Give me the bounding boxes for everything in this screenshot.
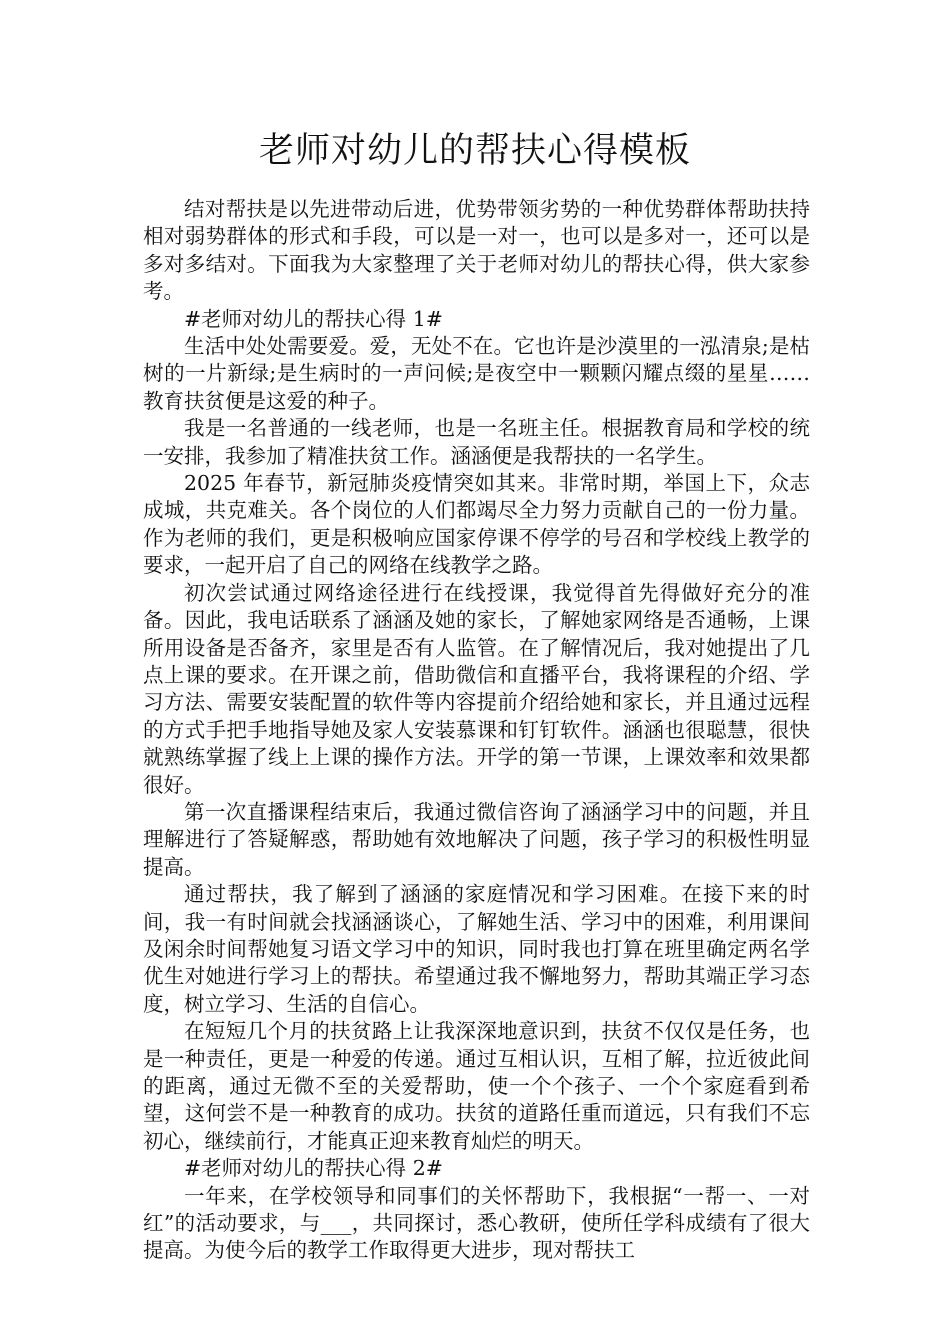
body-paragraph: 一年来，在学校领导和同事们的关怀帮助下，我根据“一帮一、一对红”的活动要求，与___，共同探讨，悉心教研，使所任学科成绩有了很大提高。为使今后的教学工作取得更大进步，现对帮扶工: [143, 1183, 810, 1263]
intro-paragraph: 结对帮扶是以先进带动后进，优势带领劣势的一种优势群体帮助扶持相对弱势群体的形式和手段，可以是一对一，也可以是多对一，还可以是多对多结对。下面我为大家整理了关于老师对幼儿的帮扶心得，供大家参考。: [143, 197, 810, 304]
section-heading-2: #老师对幼儿的帮扶心得 2#: [184, 1156, 443, 1181]
body-paragraph: 生活中处处需要爱。爱，无处不在。它也许是沙漠里的一泓清泉;是枯树的一片新绿;是生病时的一声问候;是夜空中一颗颗闪耀点缀的星星……教育扶贫便是这爱的种子。: [143, 334, 810, 413]
body-paragraph: 在短短几个月的扶贫路上让我深深地意识到，扶贫不仅仅是任务，也是一种责任，更是一种爱的传递。通过互相认识，互相了解，拉近彼此间的距离，通过无微不至的关爱帮助，使一个个孩子、一个个家庭看到希望，这何尝不是一种教育的成功。扶贫的道路任重而道远，只有我们不忘初心，继续前行，才能真正迎来教育灿烂的明天。: [143, 1019, 810, 1153]
document-body: [143, 196, 810, 1265]
body-paragraph: 第一次直播课程结束后，我通过微信咨询了涵涵学习中的问题，并且理解进行了答疑解惑，帮助她有效地解决了问题，孩子学习的积极性明显提高。: [143, 799, 810, 879]
body-paragraph: 初次尝试通过网络途径进行在线授课，我觉得首先得做好充分的准备。因此，我电话联系了涵涵及她的家长，了解她家网络是否通畅，上课所用设备是否备齐，家里是否有人监管。在了解情况后，我对她提出了几点上课的要求。在开课之前，借助微信和直播平台，我将课程的介绍、学习方法、需要安装配置的软件等内容提前介绍给她和家长，并且通过远程的方式手把手地指导她及家人安装慕课和钉钉软件。涵涵也很聪慧，很快就熟练掌握了线上上课的操作方法。开学的第一节课，上课效率和效果都很好。: [143, 580, 810, 797]
body-paragraph: 通过帮扶，我了解到了涵涵的家庭情况和学习困难。在接下来的时间，我一有时间就会找涵涵谈心，了解她生活、学习中的困难，利用课间及闲余时间帮她复习语文学习中的知识，同时我也打算在班里确定两名学优生对她进行学习上的帮扶。希望通过我不懈地努力，帮助其端正学习态度，树立学习、生活的自信心。: [143, 882, 810, 1016]
body-paragraph: 我是一名普通的一线老师，也是一名班主任。根据教育局和学校的统一安排，我参加了精准扶贫工作。涵涵便是我帮扶的一名学生。: [143, 416, 810, 468]
document-title: 老师对幼儿的帮扶心得模板: [258, 131, 691, 171]
body-paragraph: 2025 年春节，新冠肺炎疫情突如其来。非常时期，举国上下，众志成城，共克难关。各个岗位的人们都竭尽全力努力贡献自己的一份力量。作为老师的我们，更是积极响应国家停课不停学的号召和学校线上教学的要求，一起开启了自己的网络在线教学之路。: [143, 471, 810, 578]
section-heading-1: #老师对幼儿的帮扶心得 1#: [184, 306, 443, 331]
